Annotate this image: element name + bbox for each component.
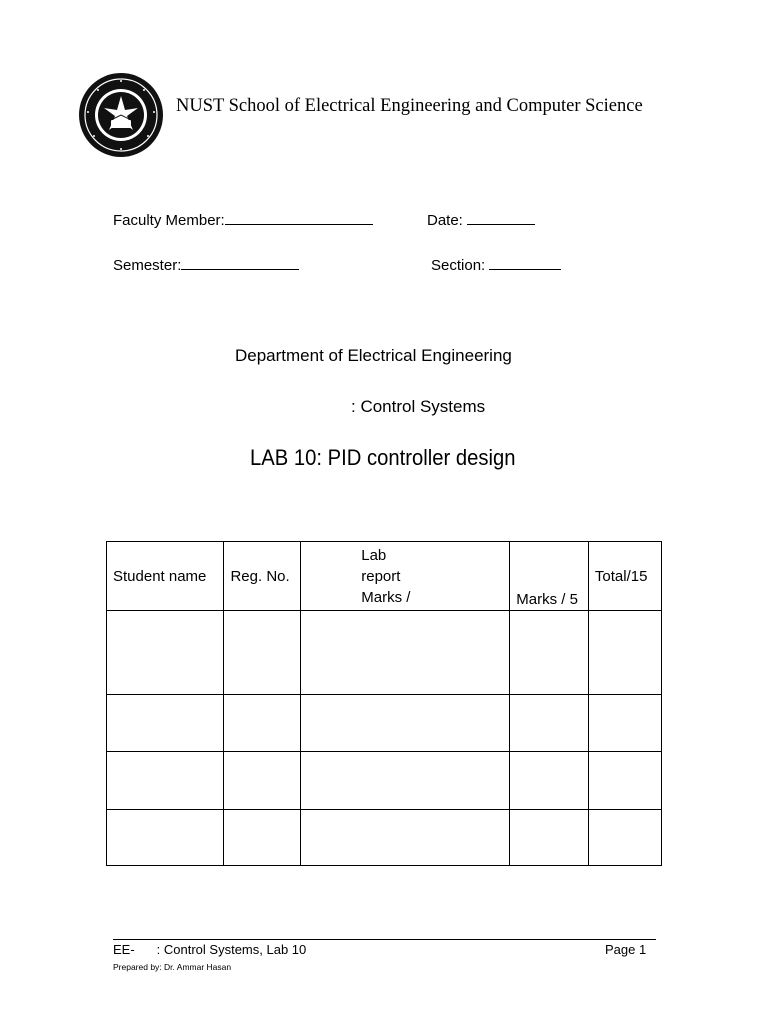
cell-reg-no[interactable] bbox=[224, 695, 301, 752]
header-reg-no: Reg. No. bbox=[224, 542, 301, 611]
cell-total[interactable] bbox=[588, 810, 661, 866]
date-field bbox=[427, 210, 535, 229]
cell-student-name[interactable] bbox=[107, 611, 224, 695]
table-row bbox=[107, 695, 662, 752]
header-lab-report bbox=[301, 542, 510, 611]
faculty-member-field bbox=[113, 210, 373, 229]
cell-reg-no[interactable] bbox=[224, 752, 301, 810]
footer-course-info bbox=[113, 942, 306, 957]
section-label: Section: bbox=[431, 257, 486, 274]
header-marks: Marks / 5 bbox=[510, 542, 589, 611]
semester-label: Semester: bbox=[113, 257, 182, 274]
footer-prefix: EE- bbox=[113, 942, 135, 957]
university-seal-icon bbox=[78, 72, 164, 158]
course-title: : Control Systems bbox=[351, 397, 486, 416]
cell-student-name[interactable] bbox=[107, 752, 224, 810]
header-student-name: Student name bbox=[107, 542, 224, 611]
table-row bbox=[107, 752, 662, 810]
footer-course: : Control Systems, Lab 10 bbox=[156, 942, 307, 957]
cell-reg-no[interactable] bbox=[224, 611, 301, 695]
section-line[interactable] bbox=[489, 255, 561, 270]
school-name: NUST School of Electrical Engineering and Computer Science bbox=[176, 96, 643, 116]
table-row bbox=[107, 810, 662, 866]
cell-lab-report[interactable] bbox=[301, 810, 510, 866]
faculty-member-line[interactable] bbox=[225, 210, 373, 225]
cell-lab-report[interactable] bbox=[301, 611, 510, 695]
table-row bbox=[107, 611, 662, 695]
cell-marks[interactable] bbox=[510, 810, 589, 866]
semester-field bbox=[113, 255, 299, 274]
header-lab-report-line2: report bbox=[361, 567, 401, 585]
cell-total[interactable] bbox=[588, 695, 661, 752]
section-field bbox=[431, 255, 561, 274]
cell-total[interactable] bbox=[588, 611, 661, 695]
table-header-row bbox=[107, 542, 662, 611]
footer-prepared-by: Prepared by: Dr. Ammar Hasan bbox=[113, 962, 232, 972]
cell-lab-report[interactable] bbox=[301, 695, 510, 752]
marks-table bbox=[106, 541, 662, 866]
lab-title: LAB 10: PID controller design bbox=[250, 445, 516, 470]
cell-lab-report[interactable] bbox=[301, 752, 510, 810]
header-lab-report-line1: Lab bbox=[361, 546, 387, 564]
cell-student-name[interactable] bbox=[107, 695, 224, 752]
department-title: Department of Electrical Engineering bbox=[235, 346, 512, 365]
cell-marks[interactable] bbox=[510, 611, 589, 695]
cell-marks[interactable] bbox=[510, 695, 589, 752]
cell-marks[interactable] bbox=[510, 752, 589, 810]
cell-reg-no[interactable] bbox=[224, 810, 301, 866]
footer-divider bbox=[113, 939, 656, 940]
cell-student-name[interactable] bbox=[107, 810, 224, 866]
date-label: Date: bbox=[427, 212, 463, 229]
faculty-member-label: Faculty Member: bbox=[113, 212, 225, 229]
footer-page-number: Page 1 bbox=[605, 942, 647, 957]
cell-total[interactable] bbox=[588, 752, 661, 810]
header-total: Total/15 bbox=[588, 542, 661, 611]
university-seal-logo bbox=[78, 72, 164, 158]
semester-line[interactable] bbox=[181, 255, 299, 270]
header-lab-report-line3: Marks / bbox=[361, 588, 411, 606]
date-line[interactable] bbox=[467, 210, 535, 225]
